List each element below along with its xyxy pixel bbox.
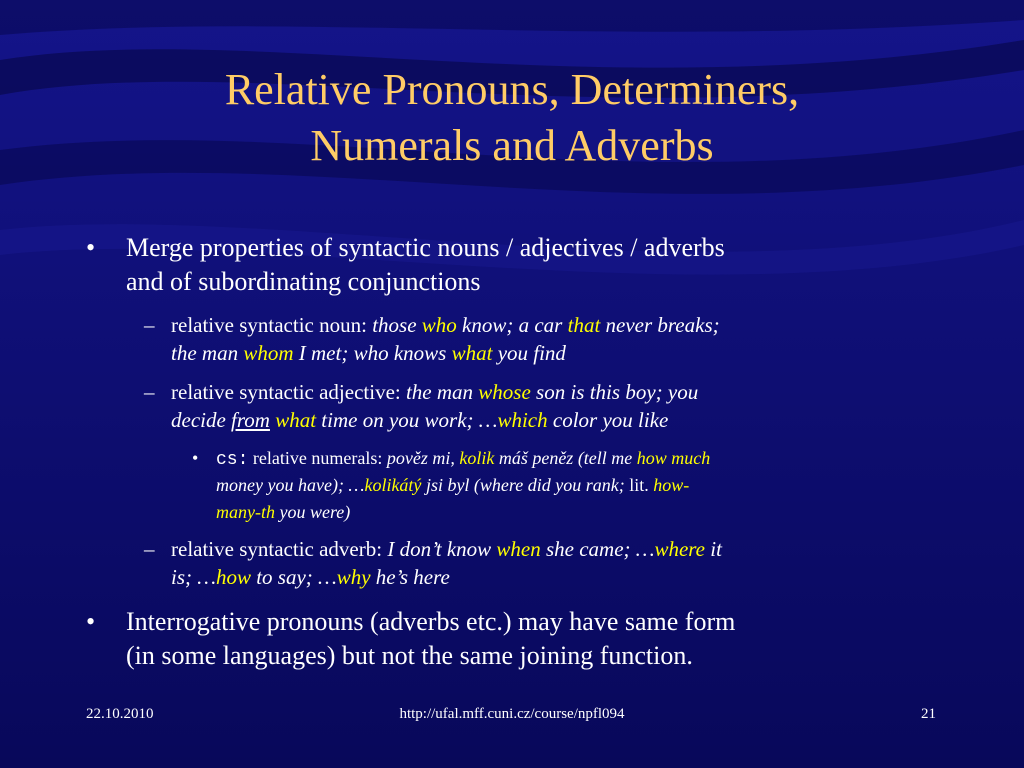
sub-1-line-2: the man whom I met; who knows what you find: [171, 341, 566, 365]
sub-4-line-2: is; …how to say; …why he’s here: [171, 565, 450, 589]
bullet-1-line-2: and of subordinating conjunctions: [126, 267, 481, 296]
sub-2-line-2: decide from what time on you work; …which color you like: [171, 408, 669, 432]
bullet-2-line-1: Interrogative pronouns (adverbs etc.) may have same form: [126, 607, 736, 636]
sub-sub-marker: •: [192, 448, 199, 468]
title-line-2: Numerals and Adverbs: [310, 121, 714, 170]
sub-1-marker: –: [144, 313, 155, 337]
sub-2-line-1: relative syntactic adjective: the man whose son is this boy; you: [171, 380, 699, 404]
bullet-2-line-2: (in some languages) but not the same joining function.: [126, 641, 693, 670]
sub-1-line-1: relative syntactic noun: those who know; a car that never breaks;: [171, 313, 720, 337]
sub-4-line-1: relative syntactic adverb: I don’t know when she came; …where it: [171, 537, 722, 561]
cs-line-2: money you have); …kolikátý jsi byl (where did you rank; lit. how-: [216, 475, 690, 495]
cs-line-1: cs: relative numerals: pověz mi, kolik máš peněz (tell me how much: [216, 448, 711, 470]
footer-page-number: 21: [921, 706, 936, 722]
footer-date: 22.10.2010: [86, 706, 154, 722]
bullet-1-marker: •: [86, 233, 96, 262]
title-line-1: Relative Pronouns, Determiners,: [224, 65, 800, 114]
cs-line-3: many-th you were): [216, 502, 351, 522]
footer-url: http://ufal.mff.cuni.cz/course/npfl094: [399, 706, 625, 722]
sub-4-marker: –: [144, 537, 155, 561]
bullet-2-marker: •: [86, 607, 96, 636]
sub-2-marker: –: [144, 380, 155, 404]
bullet-1-line-1: Merge properties of syntactic nouns / adjectives / adverbs: [126, 233, 725, 262]
